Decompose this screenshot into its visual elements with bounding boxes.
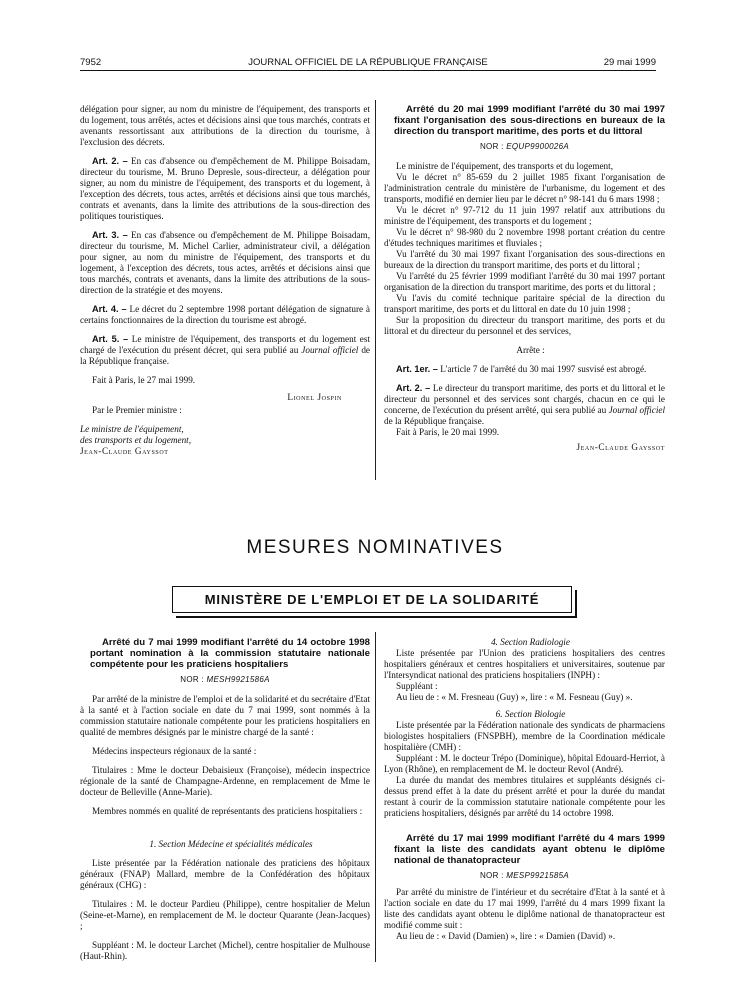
paragraph: Vu le décret n° 97-712 du 11 juin 1997 relatif aux attributions du ministre de l'équipement, des transports et du logement ; — [384, 205, 665, 226]
nor-label: NOR : — [479, 871, 504, 880]
paragraph: Titulaires : M. le docteur Pardieu (Philippe), centre hospitalier de Melun (Seine-et-Marne), en remplacement de M. le docteur Quarante (Jean-Jacques) ; — [80, 899, 370, 931]
pm-signature: Lionel Jospin — [287, 392, 342, 402]
decree-title: Arrêté du 17 mai 1999 modifiant l'arrêté du 4 mars 1999 fixant la liste des candidats ayant obtenu le diplôme national de thanatopracteur — [394, 833, 665, 866]
paragraph: Par arrêté du ministre de l'intérieur et du secrétaire d'Etat à la santé et à l'action sociale en date du 17 mai 1999, l'arrêté du 4 mars 1999 fixant la liste des candidats ayant obtenu le diplôme national de thanatopracteur est modifié comme suit : — [384, 887, 665, 930]
paragraph: Au lieu de : « M. Fresneau (Guy) », lire : « M. Fesneau (Guy) ». — [396, 692, 633, 702]
done-at: Fait à Paris, le 27 mai 1999. — [92, 375, 196, 385]
paragraph: Liste présentée par la Fédération nationale des praticiens des hôpitaux généraux (FNAP) Mallard, membre de la Confédération des hôpitaux généraux (CHG) : — [80, 858, 370, 890]
decree-title: Arrêté du 7 mai 1999 modifiant l'arrêté du 14 octobre 1998 portant nomination à la commission statutaire nationale compétente pour les praticiens hospitaliers — [90, 637, 370, 670]
section-heading: MESURES NOMINATIVES — [246, 537, 504, 558]
issue-date: 29 mai 1999 — [603, 57, 656, 68]
paragraph: La durée du mandat des membres titulaires et suppléants désignés ci-dessus prend effet à la date du présent arrêté et pour la durée du mandat restant à courir de la commission statutaire nationale compétente pour les praticiens hospitaliers, désignés par arrêté du 14 octobre 1998. — [384, 775, 665, 818]
section-title: 6. Section Biologie — [495, 709, 566, 719]
journal-title: JOURNAL OFFICIEL DE LA RÉPUBLIQUE FRANÇAISE — [248, 57, 488, 68]
arrete-heading: Arrête : — [516, 345, 545, 355]
article-text: Le décret du 2 septembre 1998 portant délégation de signature à certains fonctionnaires de la direction du tourisme est abrogé. — [80, 304, 370, 325]
paragraph: Membres nommés en qualité de représentants des praticiens hospitaliers : — [92, 806, 363, 816]
paragraph: Titulaires : Mme le docteur Debaisieux (Françoise), médecin inspectrice régionale de la santé de Champagne-Ardenne, en remplacement de Mme le docteur de Belleville (Anne-Marie). — [80, 765, 370, 797]
page-number: 7952 — [80, 57, 102, 68]
article-text: Le directeur du transport maritime, des ports et du littoral et le directeur du personnel et des services sont chargés, chacun en ce qui le concerne, de l'exécution du présent arrêté, qui sera publié au — [384, 383, 666, 415]
article-label: Art. 2. – — [396, 383, 431, 393]
nor-reference — [384, 141, 665, 152]
page-header — [80, 57, 656, 71]
paragraph: Vu l'arrêté du 30 mai 1997 fixant l'organisation des sous-directions en bureaux de la direction du transport maritime, des ports et du littoral ; — [384, 249, 665, 270]
article-text: L'article 7 de l'arrêté du 30 mai 1997 susvisé est abrogé. — [437, 364, 647, 374]
paragraph: Vu l'avis du comité technique paritaire spécial de la direction du transport maritime, des ports et du littoral en date du 10 juin 1998 ; — [384, 293, 665, 314]
by-pm: Par le Premier ministre : — [92, 405, 182, 415]
nor-code: MESH9921586A — [206, 675, 270, 684]
left-column-top — [80, 104, 370, 457]
left-column-bottom — [80, 637, 370, 962]
decree-title: Arrêté du 20 mai 1999 modifiant l'arrêté du 30 mai 1997 fixant l'organisation des sous-directions en bureaux de la direction du transport maritime, des ports et du littoral — [394, 104, 665, 137]
article-label: Art. 1er. – — [396, 364, 438, 374]
article-4 — [80, 304, 370, 326]
paragraph: Vu le décret n° 85-659 du 2 juillet 1985 fixant l'organisation de l'administration centrale du ministère de l'urbanisme, du logement et des transports, modifié en dernier lieu par le décret n° 98-141 du 6 mars 1998 ; — [384, 172, 665, 204]
paragraph: Vu le décret n° 98-980 du 2 novembre 1998 portant création du centre d'études techniques maritimes et fluviales ; — [384, 227, 665, 248]
paragraph: Suppléant : M. le docteur Trépo (Dominique), hôpital Edouard-Herriot, à Lyon (Rhône), en remplacement de M. le docteur Revol (André). — [384, 753, 665, 774]
paragraph: délégation pour signer, au nom du ministre de l'équipement, des transports et du logement, tous arrêtés, actes et décisions ainsi que tous marchés, contrats et avenants ressortissant aux attributions de la direction du tourisme, à l'exclusion des décrets. — [80, 104, 370, 147]
paragraph: Le ministre de l'équipement, des transports et du logement, — [396, 161, 613, 171]
paragraph: Médecins inspecteurs régionaux de la santé : — [92, 746, 257, 756]
section-title: 4. Section Radiologie — [491, 637, 570, 647]
paragraph: Au lieu de : « David (Damien) », lire : « Damien (David) ». — [396, 931, 616, 941]
minister-title — [80, 424, 370, 457]
done-at: Fait à Paris, le 20 mai 1999. — [396, 427, 500, 437]
article-2 — [80, 156, 370, 222]
nor-label: NOR : — [180, 675, 204, 684]
header-rule — [80, 70, 656, 71]
section-title: 1. Section Médecine et spécialités médicales — [149, 839, 313, 849]
article-text: de la République française. — [80, 345, 371, 366]
minister-signature: Jean-Claude Gayssot — [576, 442, 665, 452]
paragraph: Suppléant : — [396, 681, 438, 691]
journal-reference: Journal officiel — [608, 405, 665, 415]
ministry-heading: MINISTÈRE DE L'EMPLOI ET DE LA SOLIDARITÉ — [172, 586, 572, 613]
paragraph: Par arrêté de la ministre de l'emploi et de la solidarité et du secrétaire d'Etat à la santé et à l'action sociale en date du 7 mai 1999, sont nommés à la commission statutaire nationale compétente pour les praticiens hospitaliers en qualité de membres désignés par le ministre chargé de la santé : — [80, 694, 370, 737]
article-text: En cas d'absence ou d'empêchement de M. Philippe Boisadam, directeur du tourisme, M. Bruno Depresle, sous-directeur, a délégation pour signer, au nom du ministre de l'équipement, des transports et du logement, à l'exception des décrets, tous actes, arrêtés et décisions ainsi que tous marchés, contrats et avenants, dans la limite des attributions de la sous-direction des politiques touristiques. — [80, 156, 370, 221]
paragraph: Liste présentée par l'Union des praticiens hospitaliers des centres hospitaliers généraux et centres hospitaliers et universitaires, soutenue par l'Intersyndicat national des praticiens hospitaliers (INPH) : — [384, 648, 665, 680]
column-divider — [375, 632, 376, 962]
article-label: Art. 5. – — [92, 334, 129, 344]
nor-label: NOR : — [479, 142, 504, 151]
article-label: Art. 4. – — [92, 304, 127, 314]
column-divider — [375, 100, 376, 480]
nor-reference — [384, 870, 665, 881]
right-column-top — [384, 104, 665, 453]
right-column-bottom — [384, 637, 665, 942]
minister-title-line: Le ministre de l'équipement, — [80, 424, 184, 434]
article-label: Art. 2. – — [92, 156, 128, 166]
nor-code: EQUP9900026A — [506, 142, 570, 151]
paragraph: Liste présentée par la Fédération nationale des syndicats de pharmaciens biologistes hospitaliers (FNSPBH), membre de la Coordination médicale hospitalière (CMH) : — [384, 720, 665, 752]
paragraph: Suppléant : M. le docteur Larchet (Michel), centre hospitalier de Mulhouse (Haut-Rhin). — [80, 940, 370, 961]
paragraph: Vu l'arrêté du 25 février 1999 modifiant l'arrêté du 30 mai 1997 portant organisation de la direction du transport maritime, des ports et du littoral ; — [384, 271, 665, 292]
paragraph: Sur la proposition du directeur du transport maritime, des ports et du littoral et du directeur du personnel et des services, — [384, 315, 665, 336]
article-2 — [384, 383, 665, 427]
article-label: Art. 3. – — [92, 230, 128, 240]
article-5 — [80, 334, 370, 367]
nor-reference — [80, 674, 370, 685]
article-1 — [384, 364, 665, 375]
article-text: Le ministre de l'équipement, des transports et du logement est chargé de l'exécution du présent décret, qui sera publié au — [80, 334, 371, 355]
article-3 — [80, 230, 370, 296]
article-text: de la République française. — [384, 416, 484, 426]
journal-reference: Journal officiel — [301, 345, 359, 355]
minister-title-line: des transports et du logement, — [80, 435, 192, 445]
nor-code: MESP9921585A — [506, 871, 570, 880]
article-text: En cas d'absence ou d'empêchement de M. Philippe Boisadam, directeur du tourisme, M. Michel Carlier, administrateur civil, a délégation pour signer, au nom du ministre de l'équipement, des transports et du logement, à l'exception des décrets, tous actes, arrêtés et décisions ainsi que tous marchés, contrats et avenants, dans la limite des attributions de la sous-direction de la stratégie et des moyens. — [80, 230, 370, 295]
minister-name: Jean-Claude Gayssot — [80, 446, 169, 456]
